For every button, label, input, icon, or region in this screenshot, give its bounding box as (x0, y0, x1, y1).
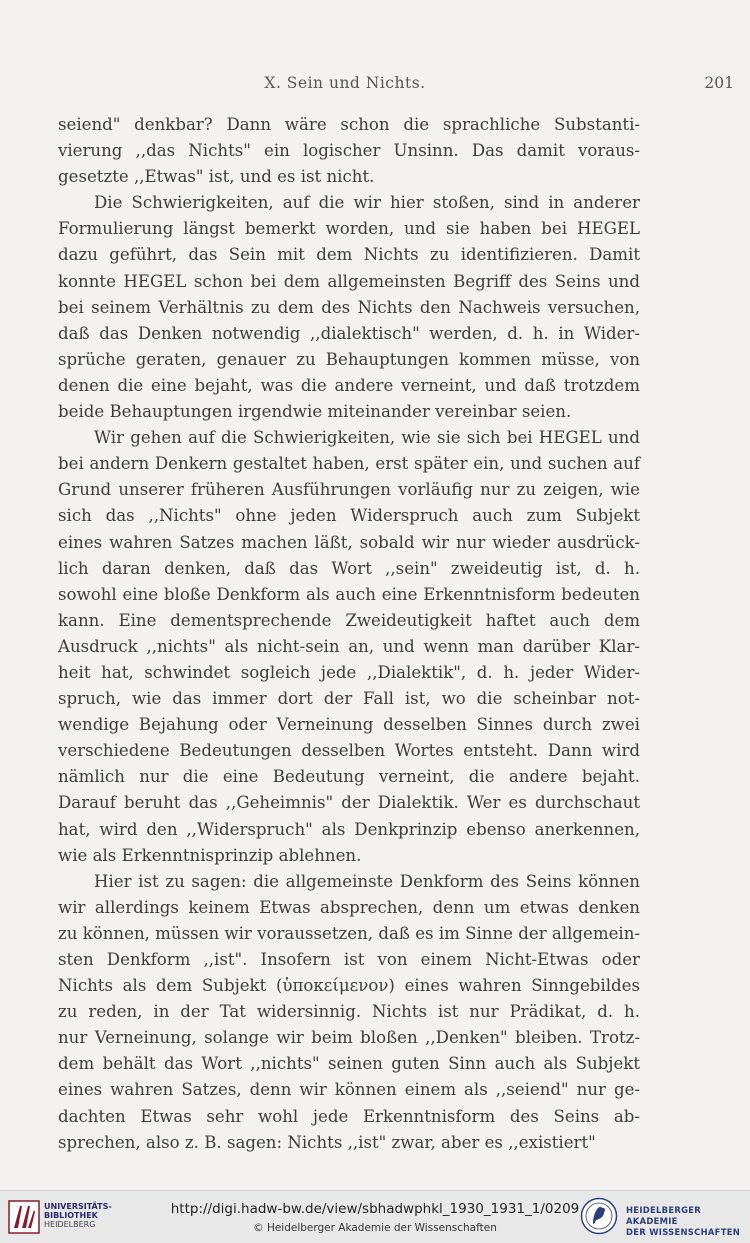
text-line: Nichts als dem Subjekt (ὑποκείμενον) eines wahren Sinngebildes (58, 976, 640, 996)
text-line: Hier ist zu sagen: die allgemeinste Denkform des Seins können (94, 871, 640, 891)
text-line: sten Denkform ,,ist". Insofern ist von einem Nicht-Etwas oder (58, 950, 640, 969)
body-text (58, 112, 640, 1156)
text-line: Formulierung längst bemerkt worden, und sie haben bei HEGEL (58, 219, 640, 239)
text-line: dem behält das Wort ,,nichts" seinen guten Sinn auch als Subjekt (58, 1054, 640, 1074)
paragraph (58, 425, 640, 869)
text-line: Wir gehen auf die Schwierigkeiten, wie sie sich bei HEGEL und (94, 428, 640, 448)
academy-name: HEIDELBERGER AKADEMIE DER WISSENSCHAFTEN (626, 1205, 741, 1237)
permalink-url[interactable]: http://digi.hadw-bw.de/view/sbhadwphkl_1930_1931_1/0209 (170, 1201, 580, 1217)
text-line: daß das Denken notwendig ,,dialektisch" werden, d. h. in Wider- (58, 323, 640, 343)
text-line: eines wahren Satzes machen läßt, sobald wir nur wieder ausdrück- (58, 532, 640, 552)
text-line: sich das ,,Nichts" ohne jeden Widerspruch auch zum Subjekt (58, 506, 640, 526)
text-line: kann. Eine dementsprechende Zweideutigkeit haftet auch dem (58, 610, 640, 630)
paragraph (58, 190, 640, 425)
paragraph (58, 869, 640, 1156)
text-line: dazu geführt, das Sein mit dem Nichts zu identifizieren. Damit (58, 245, 640, 265)
academy-seal-icon (580, 1197, 618, 1235)
text-line: gesetzte ,,Etwas" ist, und es ist nicht. (58, 167, 375, 187)
text-line: zu reden, in der Tat widersinnig. Nichts ist nur Prädikat, d. h. (58, 1002, 640, 1022)
text-line: bei seinem Verhältnis zu dem des Nichts den Nachweis versuchen, (58, 297, 640, 317)
text-line: zu können, müssen wir voraussetzen, daß es im Sinne der allgemein- (58, 923, 641, 943)
paragraph (58, 112, 640, 190)
text-line: hat, wird den ,,Widerspruch" als Denkprinzip ebenso anerkennen, (58, 819, 640, 839)
page-number: 201 (704, 74, 734, 92)
text-line: sprüche geraten, genauer zu Behauptungen kommen müsse, von (58, 349, 640, 369)
text-line: wie als Erkenntnisprinzip ablehnen. (58, 845, 362, 865)
text-line: Die Schwierigkeiten, auf die wir hier stoßen, sind in anderer (94, 193, 640, 213)
text-line: spruch, wie das immer dort der Fall ist, wo die scheinbar not- (58, 689, 640, 709)
running-header (52, 74, 734, 96)
text-line: verschiedene Bedeutungen desselben Wortes entsteht. Dann wird (58, 741, 640, 761)
text-line: konnte HEGEL schon bei dem allgemeinsten Begriff des Seins und (58, 271, 640, 291)
text-line: eines wahren Satzes, denn wir können einem als ,,seiend" nur ge- (58, 1080, 640, 1100)
copyright-notice: © Heidelberger Akademie der Wissenschaften (253, 1222, 497, 1234)
text-line: Darauf beruht das ,,Geheimnis" der Dialektik. Wer es durchschaut (58, 793, 640, 813)
text-line: sprechen, also z. B. sagen: Nichts ,,ist" zwar, aber es ,,existiert" (58, 1132, 596, 1152)
text-line: nur Verneinung, solange wir beim bloßen ,,Denken" bleiben. Trotz- (58, 1028, 640, 1048)
text-line: dachten Etwas sehr wohl jede Erkenntnisform des Seins ab- (58, 1106, 640, 1126)
text-line: seiend" denkbar? Dann wäre schon die sprachliche Substanti- (58, 115, 640, 134)
text-line: beide Behauptungen irgendwie miteinander vereinbar seien. (58, 402, 572, 422)
text-line: Ausdruck ,,nichts" als nicht-sein an, und wenn man darüber Klar- (58, 636, 640, 656)
text-line: denen die eine bejaht, was die andere verneint, und daß trotzdem (58, 375, 640, 395)
viewer-footer (0, 1190, 750, 1243)
text-line: sowohl eine bloße Denkform als auch eine Erkenntnisform bedeuten (58, 584, 640, 604)
text-line: bei andern Denkern gestaltet haben, erst später ein, und suchen auf (58, 454, 640, 474)
text-line: Grund unserer früheren Ausführungen vorläufig nur zu zeigen, wie (58, 480, 640, 500)
text-line: wir allerdings keinem Etwas absprechen, denn um etwas denken (58, 897, 640, 917)
running-title: X. Sein und Nichts. (264, 74, 426, 92)
text-line: vierung ,,das Nichts" ein logischer Unsinn. Das damit voraus- (58, 141, 640, 161)
text-line: lich daran denken, daß das Wort ,,sein" zweideutig ist, d. h. (58, 558, 640, 578)
text-line: nämlich nur die eine Bedeutung verneint, die andere bejaht. (58, 767, 640, 787)
text-line: heit hat, schwindet sogleich jede ,,Dialektik", d. h. jeder Wider- (58, 662, 640, 682)
university-library-name: UNIVERSITÄTS- BIBLIOTHEK HEIDELBERG (44, 1202, 112, 1229)
text-line: wendige Bejahung oder Verneinung desselben Sinnes durch zwei (58, 715, 640, 735)
